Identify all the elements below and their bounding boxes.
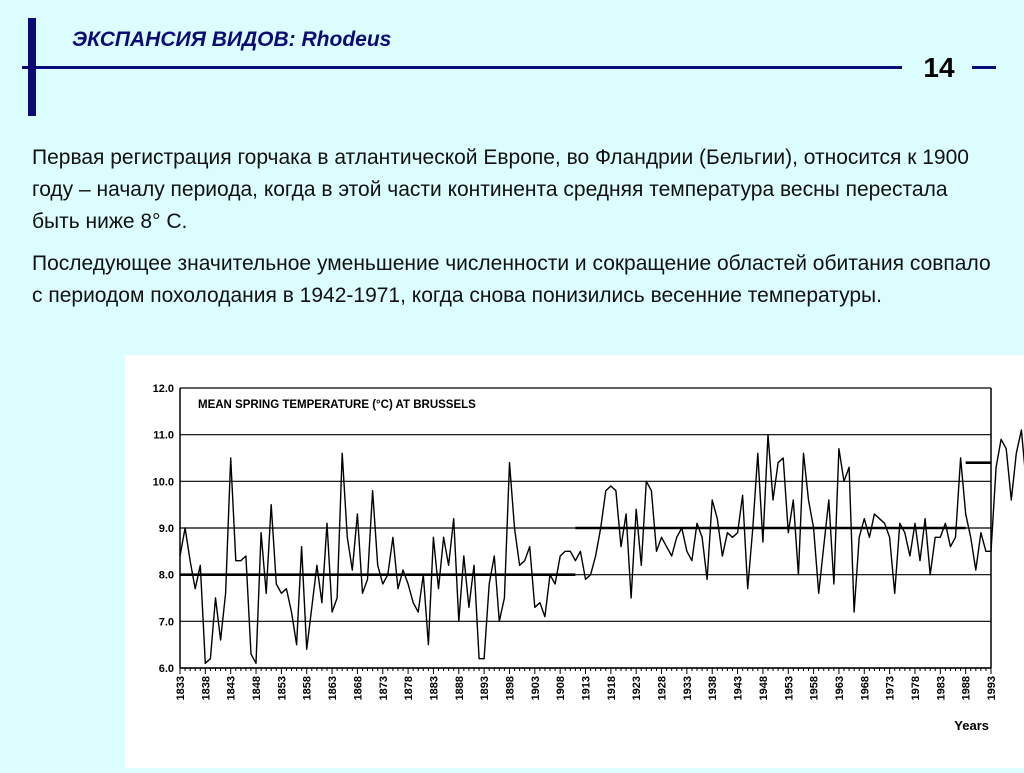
x-tick-label: 1883 xyxy=(428,676,441,701)
x-tick-label: 1938 xyxy=(707,676,720,701)
y-tick-label: 11.0 xyxy=(153,429,174,442)
x-tick-label: 1963 xyxy=(833,676,846,701)
x-tick-label: 1848 xyxy=(251,676,264,701)
x-tick-label: 1983 xyxy=(935,676,948,701)
x-tick-label: 1878 xyxy=(403,676,416,701)
y-tick-label: 12.0 xyxy=(152,383,174,395)
slide-title: ЭКСПАНСИЯ ВИДОВ: Rhodeus xyxy=(72,28,392,51)
x-tick-label: 1888 xyxy=(453,676,466,701)
x-tick-label: 1838 xyxy=(200,676,213,701)
x-tick-label: 1988 xyxy=(960,676,973,701)
x-tick-label: 1853 xyxy=(276,676,289,701)
chart-svg xyxy=(125,355,1024,768)
x-tick-label: 1978 xyxy=(909,676,922,701)
y-tick-label: 7.0 xyxy=(158,616,174,629)
temperature-chart xyxy=(125,355,1024,773)
x-tick-label: 1973 xyxy=(884,676,897,701)
x-tick-label: 1993 xyxy=(986,676,998,701)
header-rule-end xyxy=(972,66,996,69)
chart-title: MEAN SPRING TEMPERATURE (°C) AT BRUSSELS xyxy=(198,399,476,411)
y-tick-label: 9.0 xyxy=(158,523,174,535)
y-tick-label: 10.0 xyxy=(152,476,174,489)
x-tick-label: 1968 xyxy=(859,676,872,701)
x-tick-label: 1858 xyxy=(301,676,314,701)
x-tick-label: 1843 xyxy=(225,676,238,701)
header-rule xyxy=(22,66,902,69)
x-tick-label: 1953 xyxy=(783,676,796,701)
x-tick-label: 1923 xyxy=(631,676,644,701)
x-tick-label: 1913 xyxy=(580,676,593,701)
temperature-series-line xyxy=(180,430,1024,663)
page-number: 14 xyxy=(923,52,955,83)
x-tick-label: 1933 xyxy=(681,676,694,701)
x-tick-label: 1958 xyxy=(808,676,821,701)
x-tick-label: 1893 xyxy=(479,676,492,701)
x-tick-label: 1928 xyxy=(656,676,669,701)
body-paragraph-1: Первая регистрация горчака в атлантической Европе, во Фландрии (Бельгии), относится к 1900 году – началу периода, когда в этой части континента средняя температура весны перестала быть ниже 8° С. xyxy=(32,146,969,233)
x-tick-label: 1898 xyxy=(504,676,517,701)
x-tick-label: 1863 xyxy=(327,676,340,701)
x-axis-label: Years xyxy=(954,718,989,733)
x-tick-label: 1943 xyxy=(732,676,745,701)
chart-panel xyxy=(125,355,1024,768)
x-tick-label: 1873 xyxy=(377,676,390,701)
y-tick-label: 8.0 xyxy=(158,569,174,582)
x-tick-label: 1868 xyxy=(352,676,365,701)
y-tick-label: 6.0 xyxy=(158,663,174,675)
body-paragraph-2: Последующее значительное уменьшение численности и сокращение областей обитания совпало с периодом похолодания в 1942-1971, когда снова понизились весенние температуры. xyxy=(32,252,991,307)
x-tick-label: 1903 xyxy=(529,676,542,701)
x-tick-label: 1918 xyxy=(605,676,618,701)
x-tick-label: 1908 xyxy=(555,676,568,701)
x-tick-label: 1948 xyxy=(757,676,770,701)
x-tick-label: 1833 xyxy=(175,676,187,701)
